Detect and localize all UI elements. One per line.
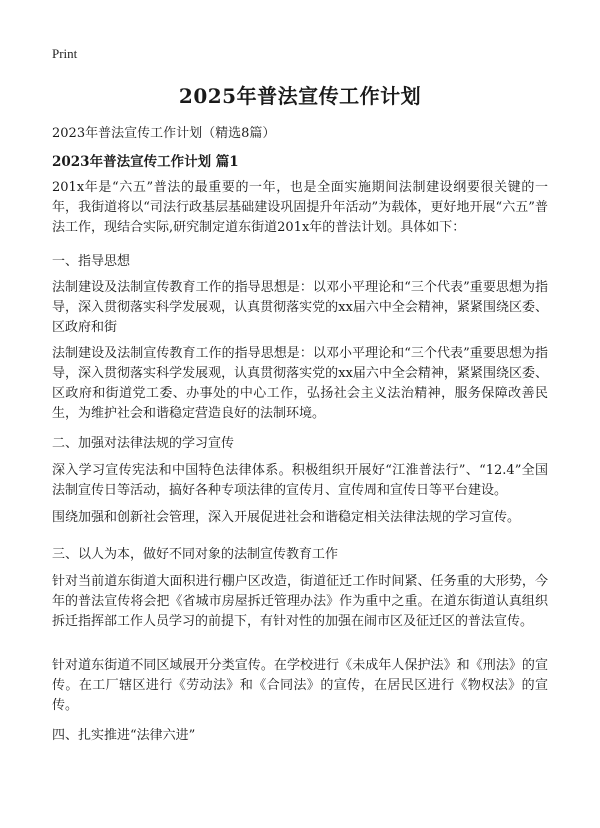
paragraph-people-oriented-1: 针对当前道东街道大面积进行棚户区改造，街道征迁工作时间紧、任务重的大形势，今年的普法宣传将会把《省城市房屋拆迁管理办法》作为重中之重。在道东街道认真组织拆迁指挥部工作人员学习的前提下，有针对性的加强在闹市区及征迁区的普法宣传。 bbox=[52, 574, 548, 629]
page-title: 2025年普法宣传工作计划 bbox=[178, 84, 422, 108]
section-title: 2023年普法宣传工作计划 篇1 bbox=[52, 154, 239, 170]
paragraph-guiding-ideology-1: 法制建设及法制宣传教育工作的指导思想是：以邓小平理论和“三个代表”重要思想为指导，深入贯彻落实科学发展观，认真贯彻落实党的xx届六中全会精神，紧紧围绕区委、区政府和街 bbox=[52, 280, 548, 335]
paragraph-people-oriented-2: 针对道东街道不同区域展开分类宣传。在学校进行《未成年人保护法》和《刑法》的宣传。在工厂辖区进行《劳动法》和《合同法》的宣传，在居民区进行《物权法》的宣传。 bbox=[52, 658, 548, 713]
paragraph-law-study-2: 围绕加强和创新社会管理，深入开展促进社会和谐稳定相关法律法规的学习宣传。 bbox=[52, 510, 521, 525]
document-subtitle: 2023年普法宣传工作计划（精选8篇） bbox=[52, 126, 276, 141]
print-label: Print bbox=[52, 46, 78, 61]
heading-law-study: 二、加强对法律法规的学习宣传 bbox=[52, 436, 235, 451]
heading-people-oriented: 三、以人为本，做好不同对象的法制宣传教育工作 bbox=[52, 547, 339, 562]
heading-six-entries: 四、扎实推进“法律六进” bbox=[52, 728, 196, 743]
paragraph-guiding-ideology-2: 法制建设及法制宣传教育工作的指导思想是：以邓小平理论和“三个代表”重要思想为指导，深入贯彻落实科学发展观，认真贯彻落实党的xx届六中全会精神，紧紧围绕区委、区政府和街道党工委、办事处的中心工作，弘扬社会主义法治精神，服务保障改善民生，为维护社会和谐稳定营造良好的法制环境。 bbox=[52, 346, 548, 421]
intro-paragraph: 201x年是“六五”普法的最重要的一年，也是全面实施期间法制建设纲要很关键的一年，我街道将以“司法行政基层基础建设巩固提升年活动”为载体，更好地开展“六五”普法工作，现结合实际,研究制定道东街道201x年的普法计划。具体如下： bbox=[52, 180, 548, 235]
paragraph-law-study-1: 深入学习宣传宪法和中国特色法律体系。积极组织开展好“江淮普法行”、“12.4”全国法制宣传日等活动，搞好各种专项法律的宣传月、宣传周和宣传日等平台建设。 bbox=[52, 463, 548, 498]
heading-guiding-ideology: 一、指导思想 bbox=[52, 254, 131, 269]
